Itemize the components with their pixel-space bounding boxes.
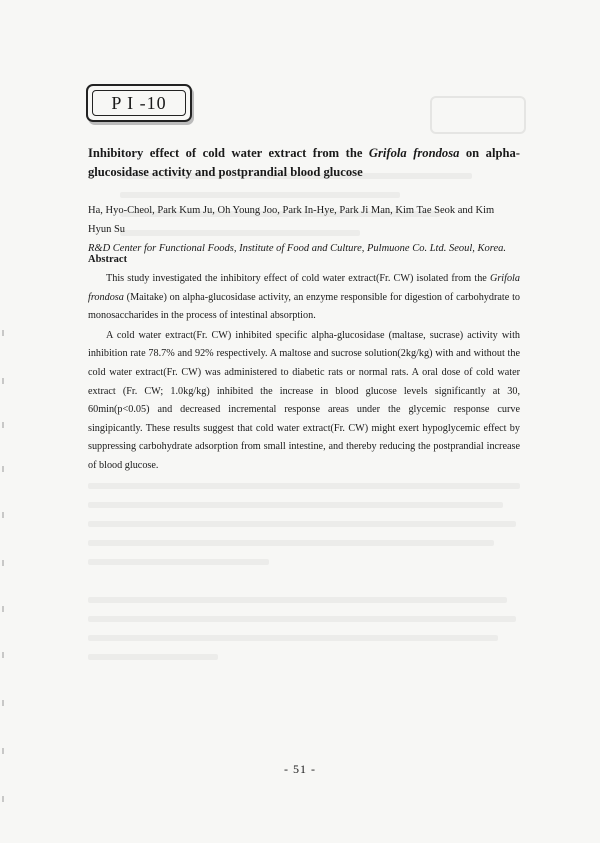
abstract-p1-start: This study investigated the inhibitory effect of cold water extract(Fr. CW) isolated from the: [106, 273, 490, 284]
abstract-heading: Abstract: [88, 254, 128, 265]
abstract-p1-species: Grifola frondosa: [88, 273, 520, 303]
show-through-box: [430, 96, 526, 134]
title-text-start: Inhibitory effect of cold water extract from the: [88, 146, 369, 160]
page-number: - 51 -: [284, 762, 316, 776]
author-affiliation: R&D Center for Functional Foods, Institute of Food and Culture, Pulmuone Co. Ltd. Seoul, Korea.: [88, 243, 507, 254]
title-text-end: on alpha-glucosidase activity and postprandial blood glucose: [88, 146, 520, 179]
abstract-id-label: P I -10: [92, 90, 186, 116]
abstract-paragraph-1: [88, 270, 520, 326]
abstract-body: [88, 270, 520, 477]
title-species: Grifola frondosa: [368, 146, 460, 160]
author-names: Ha, Hyo-Cheol, Park Kum Ju, Oh Young Joo, Park In-Hye, Park Ji Man, Kim Tae Seok and Kim Hyun Su: [88, 205, 495, 235]
paper-title: [88, 144, 520, 182]
abstract-id-badge: [86, 84, 192, 122]
scan-edge-marks: [2, 0, 6, 843]
show-through-text-lower: [88, 470, 520, 673]
abstract-p1-end: (Maitake) on alpha-glucosidase activity, an enzyme responsible for digestion of carbohydrate to monosaccharides in the process of intestinal absorption.: [88, 291, 520, 322]
abstract-paragraph-2: A cold water extract(Fr. CW) inhibited specific alpha-glucosidase (maltase, sucrase) activity with inhibition rate 78.7% and 92% respectively. A maltose and sucrose solution(2kg/kg) with and without the cold water extract(Fr. CW) was administered to diabetic rats or normal rats. A oral dose of cold water extract (Fr. CW; 1.0kg/kg) inhibited the increase in blood glucose levels significantly at 30, 60min(p<0.05) and decreased incremental response areas under the glycemic response curve singipicantly. These results suggest that cold water extract(Fr. CW) might exert hypoglycemic effect by suppressing carbohydrate adsorption from small intestine, and thereby reducing the postprandial increase of blood glucose.: [88, 329, 520, 471]
author-block: [88, 201, 520, 258]
